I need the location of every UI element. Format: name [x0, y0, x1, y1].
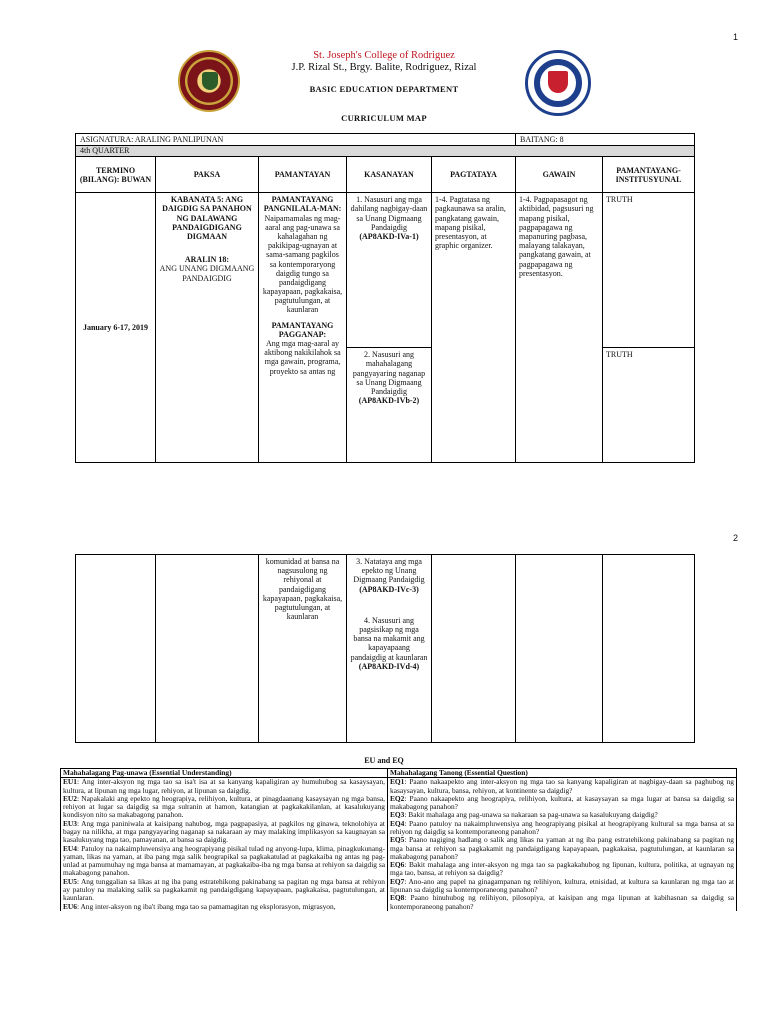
page-number: 2 [732, 533, 738, 543]
term-cell-empty [76, 555, 156, 743]
header-gawain: GAWAIN [516, 157, 603, 193]
page-1 [0, 0, 768, 500]
kasanayan-item-4: 4. Nasusuri ang pagsisikap ng mga bansa na makamit ang kapayapaang pandaigdig at kaunlaran [350, 615, 428, 662]
institusyunal-value-2: TRUTH [606, 350, 633, 360]
content-row-continued [76, 555, 695, 743]
eq-item: EQ4: Paano patuloy na nakaimpluwensiya ang heograpiyang pisikal at heograpiyang kultural sa mga bansa at sa rehiyon ng daigdig sa kontemporaneong panahon? [390, 818, 734, 836]
pamantayan-cell-continued: komunidad at bansa na nagsusulong ng rehiyonal at pandaigdigang kapayapaan, pagkakaisa, pagtutulungan, at kaunlaran [259, 555, 347, 743]
eq-item: EQ5: Paano nagiging hadlang o salik ang likas na yaman at ng iba pang estratehikong pakinabang sa pagitan ng mga bansa at rehiyon sa pagkakamit ng pandaigdigang kapayapaan, pagkakaisa, pagtutulungan, at kaunlaran sa makabagong panahon? [390, 835, 734, 861]
school-name: St. Joseph's College of Rodriguez [313, 50, 455, 61]
institusyunal-cell-empty [603, 555, 695, 743]
pamantayan-text-1: Naipamamalas ng mag-aaral ang pag-unawa sa kahalagahan ng pakikipag-ugnayan at sama-samang pagkilos sa kontemporaryong daigdig tungo sa pandaigdigang kapayapaan, pagkakaisa, pagtutulungan, at kaunlaran [262, 213, 343, 315]
pagtataya-cell: 1-4. Pagtatasa ng pagkaunawa sa aralin, pangkatang gawain, mapang pisikal, presentasyon, at graphic organizer. [432, 193, 516, 463]
kasanayan-code-2: (AP8AKD-IVb-2) [358, 396, 420, 406]
content-row [76, 193, 695, 463]
subject-cell: ASIGNATURA: ARALING PANLIPUNAN [76, 134, 516, 146]
kasanayan-cell [347, 193, 432, 463]
term-text: January 6-17, 2019 [82, 323, 149, 333]
pagtataya-cell-empty [432, 555, 516, 743]
header-termino: TERMINO (BILANG): BUWAN [76, 157, 156, 193]
gawain-cell-empty [516, 555, 603, 743]
header-row [76, 157, 695, 193]
paksa-aralin: ARALIN 18: [184, 255, 230, 265]
kasanayan-cell-continued [347, 555, 432, 743]
eq-list [388, 778, 737, 911]
gawain-cell: 1-4. Pagpapasagot ng aktibidad, pagsusuri ng mapang pisikal, pagpapagawa ng mapanuring pagbasa, malayang talakayan, pangkatang gawain, at pagpapagawa ng presentasyon. [516, 193, 603, 463]
subject-row [76, 134, 695, 146]
eu-item: EU3: Ang mga paniniwala at kaisipang nahubog, mga pagpapasiya, at pagkilos ng ginawa, teknolohiya at bagay na nilikha, at mga pangyayaring naganap sa nakaraan ay may malaking implikasyon sa kaugnayan sa kasalukuyang mga tao, pamayanan, at bansa sa daigdig. [63, 818, 385, 845]
document-title: CURRICULUM MAP [341, 113, 427, 123]
pamantayan-heading-1: PAMANTAYANG PANGNILALA-MAN: [263, 195, 342, 214]
institusyunal-value-1: TRUTH [603, 193, 694, 348]
eq-item: EQ8: Paano hinuhubog ng relihiyon, pilosopiya, at kaisipan ang mga lipunan at kabihasnan sa daigdig sa kontemporaneong panahon? [390, 893, 734, 911]
kasanayan-code-1: (AP8AKD-IVa-1) [359, 231, 419, 241]
eu-item: EU5: Ang tunggalian sa likas at ng iba pang estratehikong pakinabang sa pagitan ng mga bansa at rehiyon ay patuloy na malaking salik sa pagkakamit ng pandaigdigang kapayapaan, pagkakaisa, pagtutulungan, at kaunlaran. [63, 876, 385, 903]
eu-eq-table [60, 768, 737, 911]
institusyunal-cell [603, 193, 695, 463]
eu-item: EU4: Patuloy na nakaimpluwensiya ang heograpiyang pisikal tulad ng anyong-lupa, klima, pinagkukunang-yaman, likas na yaman, at iba pang mga salik heograpikal sa pagkakatulad at pagkakaiba ng antas ng pag-unlad at pamumuhay ng mga bansa at mamamayan, at pagkakaiba-iba ng mga bansa at rehiyon sa daigdig sa makabagong panahon. [63, 843, 385, 878]
eu-item: EU1: Ang inter-aksyon ng mga tao sa isa't isa at sa kanyang kapaligiran ay humuhubog sa kasaysayan, kultura, at lipunan ng mga lugar, rehiyon, at lipunan sa daigdig. [63, 777, 385, 795]
curriculum-map-table-continued [75, 554, 695, 743]
quarter-cell: 4th QUARTER [76, 146, 695, 157]
kasanayan-item-2: 2. Nasusuri ang mahahalagang pangyayaring naganap sa Unang Digmaang Pandaigdig (AP8AKD-IVb-2) [347, 348, 431, 407]
eu-list [61, 778, 388, 911]
kasanayan-item-1: 1. Nasusuri ang mga dahilang nagbigay-daan sa Unang Digmaang Pandaigdig (AP8AKD-IVa-1) [347, 193, 431, 348]
eu-item: EU6: Ang inter-aksyon ng iba't ibang mga tao sa pamamagitan ng eksplorasyon, migrasyon, [63, 901, 336, 911]
kasanayan-code-3: (AP8AKD-IVc-3) [359, 584, 419, 594]
curriculum-map-table [75, 133, 695, 463]
eq-item: EQ2: Paano nakaapekto ang heograpiya, relihiyon, kultura, at kasaysayan sa mga lugar at bansa sa daigdig sa makabagong panahon? [390, 793, 734, 812]
header-pagtataya: PAGTATAYA [432, 157, 516, 193]
pamantayan-text-2: Ang mga mag-aaral ay aktibong nakikilahok sa mga gawain, programa, proyekto sa antas ng [264, 339, 341, 376]
header-institusyunal: PAMANTAYANG-INSTITUSYUNAL [603, 157, 695, 193]
paksa-aralin-title: ANG UNANG DIGMAANG PANDAIGDIG [159, 264, 255, 283]
eu-eq-title: EU and EQ [364, 756, 404, 765]
pamantayan-cell [259, 193, 347, 463]
pamantayan-heading-2: PAMANTAYANG PAGGANAP: [271, 320, 334, 339]
page-number: 1 [732, 32, 738, 42]
term-cell [76, 193, 156, 463]
paksa-chapter: KABANATA 5: ANG DAIGDIG SA PANAHON NG DALAWANG PANDAIGDIGANG DIGMAAN [162, 195, 252, 241]
kasanayan-item-3: 3. Natataya ang mga epekto ng Unang Digmaang Pandaigdig [353, 557, 425, 585]
school-address: J.P. Rizal St., Brgy. Balite, Rodriguez, Rizal [291, 62, 477, 73]
eu-item: EU2: Napakalaki ang epekto ng heograpiya, relihiyon, kultura, at pinagdaanang kasaysayan ng mga bansa, rehiyon at lugar sa daigdig sa mga sulranin at hamon, katangian at pagkakakilanlan, at kasalukuyang kondisyon nito sa makabagong panahon. [63, 793, 385, 820]
paksa-cell [156, 193, 259, 463]
paksa-cell-empty [156, 555, 259, 743]
header-pamantayan: PAMANTAYAN [259, 157, 347, 193]
header-kasanayan: KASANAYAN [347, 157, 432, 193]
header-paksa: PAKSA [156, 157, 259, 193]
eq-item: EQ3: Bakit mahalaga ang pag-unawa sa nakaraan sa pag-unawa sa kasalukuyang daigdig? [390, 810, 658, 820]
eq-item: EQ1: Paano nakaapekto ang inter-aksyon ng mga tao sa kanyang kapaligiran at nagbigay-daan sa paghubog ng kasaysayan, kultura, bansa, rehiyon, at kontinente sa daigdig? [390, 777, 734, 795]
quarter-row [76, 146, 695, 157]
page-2 [0, 500, 768, 1024]
eq-item: EQ7: Ano-ano ang papel na ginagampanan ng relihiyon, kultura, etnisidad, at kultura sa kaunlaran ng mga tao at lipunan sa daigdig sa kontemporaneong panahon? [390, 876, 734, 894]
eq-header: Mahahalagang Tanong (Essential Question) [388, 769, 737, 778]
department-title: BASIC EDUCATION DEPARTMENT [309, 84, 459, 94]
kasanayan-code-4: (AP8AKD-IVd-4) [358, 661, 420, 671]
eq-item: EQ6: Bakit mahalaga ang inter-aksyon ng mga tao sa pagkakahubog ng lipunan, kultura, politika, at ugnayan ng mga tao, bansa, at rehiyon sa daigdig? [390, 860, 734, 878]
eu-eq-body-row [61, 778, 737, 911]
grade-cell: BAITANG: 8 [516, 134, 695, 146]
eu-header: Mahahalagang Pag-unawa (Essential Understanding) [61, 769, 388, 778]
